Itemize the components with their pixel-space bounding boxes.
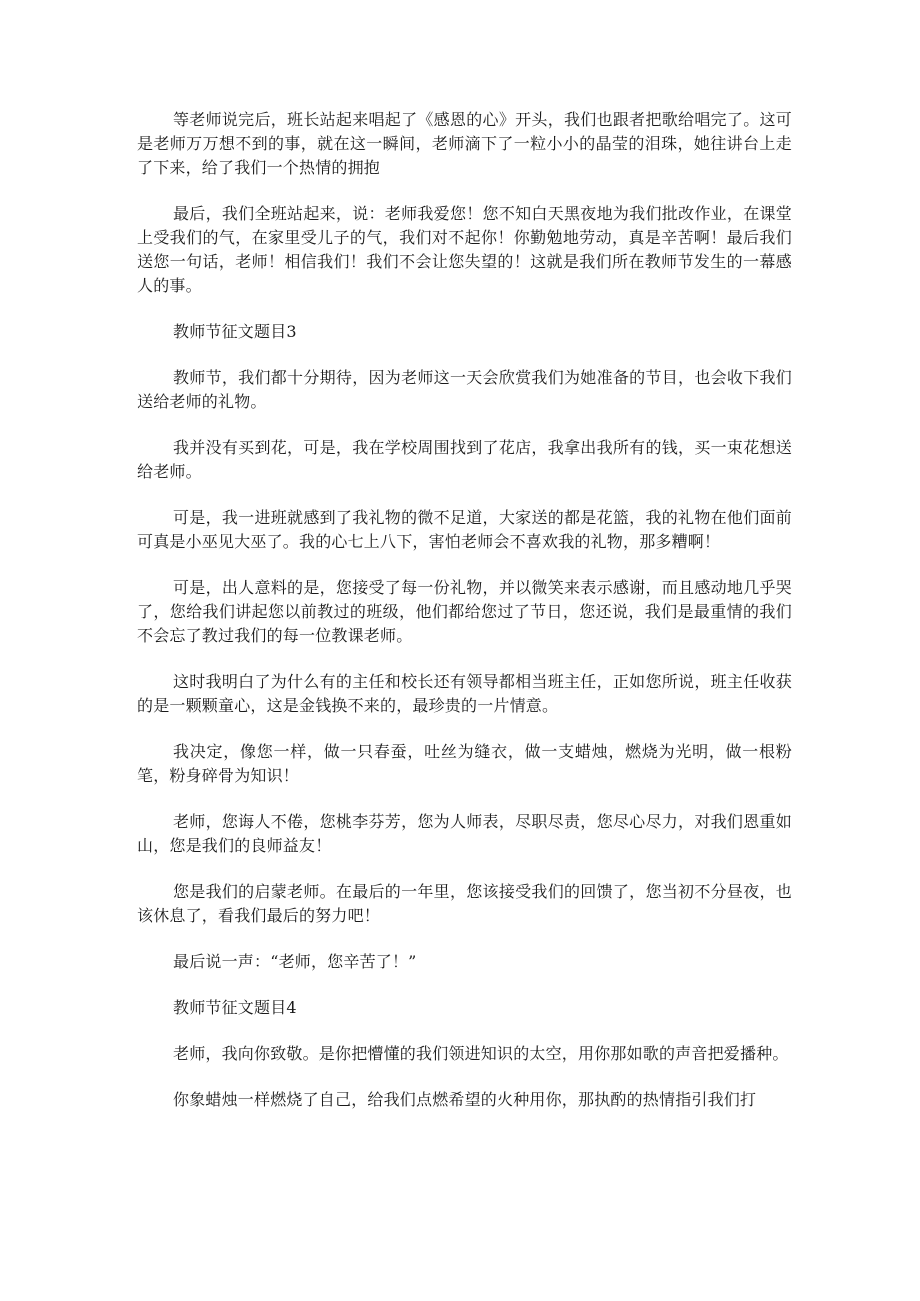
paragraph-class-stand: 最后，我们全班站起来，说：老师我爱您！您不知白天黑夜地为我们批改作业，在课堂上受我们的气，在家里受儿子的气，我们对不起你！你勤勉地劳动，真是辛苦啊！最后我们送您一句话，老师！相信我们！我们不会让您失望的！这就是我们所在教师节发生的一幕感人的事。 [137,204,792,295]
section-heading-3: 教师节征文题目3 [173,322,297,341]
paragraph-final-words: 最后说一声：“老师，您辛苦了！” [173,952,417,971]
paragraph-salute: 老师，我向你致敬。是你把懵懂的我们领进知识的太空，用你那如歌的声音把爱播种。 [173,1044,789,1063]
paragraph-candle: 你象蜡烛一样燃烧了自己，给我们点燃希望的火种用你，那执酌的热情指引我们打 [173,1090,757,1109]
paragraph-decision: 我决定，像您一样，做一只春蚕，吐丝为缝衣，做一支蜡烛，燃烧为光明，做一根粉笔，粉身碎骨为知识！ [137,742,792,785]
document-page [137,108,792,1134]
paragraph-enlightenment: 您是我们的启蒙老师。在最后的一年里，您该接受我们的回馈了，您当初不分昼夜，也该休息了，看我们最后的努力吧！ [137,882,792,925]
paragraph-understand: 这时我明白了为什么有的主任和校长还有领导都相当班主任，正如您所说，班主任收获的是一颗颗童心，这是金钱换不来的，最珍贵的一片情意。 [137,672,792,715]
paragraph-small-gift: 可是，我一进班就感到了我礼物的微不足道，大家送的都是花篮，我的礼物在他们面前可真是小巫见大巫了。我的心七上八下，害怕老师会不喜欢我的礼物，那多糟啊！ [137,508,792,551]
paragraph-teachers-day: 教师节，我们都十分期待，因为老师这一天会欣赏我们为她准备的节目，也会收下我们送给老师的礼物。 [137,368,792,411]
section-heading-4: 教师节征文题目4 [173,998,297,1017]
paragraph-praise: 老师，您诲人不倦，您桃李芬芳，您为人师表，尽职尽责，您尽心尽力，对我们恩重如山，您是我们的良师益友！ [137,812,792,855]
paragraph-unexpected: 可是，出人意料的是，您接受了每一份礼物，并以微笑来表示感谢，而且感动地几乎哭了，您给我们讲起您以前教过的班级，他们都给您过了节日，您还说，我们是最重情的我们不会忘了教过我们的每一位教课老师。 [137,578,792,645]
paragraph-sing-song: 等老师说完后，班长站起来唱起了《感恩的心》开头，我们也跟者把歌给唱完了。这可是老师万万想不到的事，就在这一瞬间，老师滴下了一粒小小的晶莹的泪珠，她往讲台上走了下来，给了我们一个热情的拥抱 [137,110,792,177]
paragraph-no-flower: 我并没有买到花，可是，我在学校周围找到了花店，我拿出我所有的钱，买一束花想送给老师。 [137,438,792,481]
